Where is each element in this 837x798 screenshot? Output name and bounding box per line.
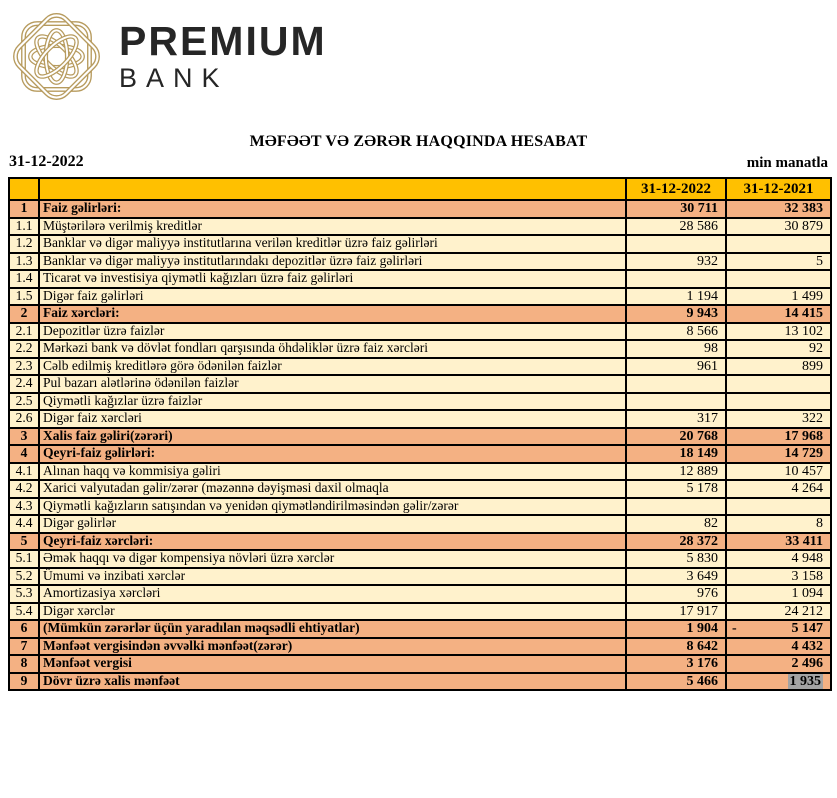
row-label-cell: Pul bazarı alətlərinə ödənilən faizlər — [39, 375, 626, 393]
row-number-cell: 2.6 — [9, 410, 39, 428]
row-label-cell: Cəlb edilmiş kreditlərə görə ödənilən faizlər — [39, 358, 626, 376]
value-2021-cell: 33 411 — [726, 533, 831, 551]
row-number-cell: 1.5 — [9, 288, 39, 306]
report-table-body — [9, 200, 831, 690]
header-col-2022: 31-12-2022 — [626, 178, 726, 200]
value-2022-cell: 3 176 — [626, 655, 726, 673]
value-2021-cell: 1 499 — [726, 288, 831, 306]
bank-logo — [8, 8, 327, 105]
value-2022-cell: 961 — [626, 358, 726, 376]
row-label-cell: Qiymətli kağızlar üzrə faizlər — [39, 393, 626, 411]
value-2021-cell: 14 729 — [726, 445, 831, 463]
row-label-cell: Digər xərclər — [39, 603, 626, 621]
table-row — [9, 480, 831, 498]
value-2021-cell — [726, 673, 831, 691]
row-number-cell: 5.3 — [9, 585, 39, 603]
header-number-cell — [9, 178, 39, 200]
value-2022-cell: 12 889 — [626, 463, 726, 481]
row-label-cell: (Mümkün zərərlər üçün yaradılan məqsədli ehtiyatlar) — [39, 620, 626, 638]
row-label-cell: Digər faiz gəlirləri — [39, 288, 626, 306]
table-row — [9, 515, 831, 533]
row-label-cell: Depozitlər üzrə faizlər — [39, 323, 626, 341]
row-label-cell: Banklar və digər maliyyə institutlarındakı depozitlər üzrə faiz gəlirləri — [39, 253, 626, 271]
table-row — [9, 673, 831, 691]
table-row — [9, 288, 831, 306]
value-2022-cell: 1 904 — [626, 620, 726, 638]
negative-sign: - — [732, 621, 737, 637]
value-2022-cell: 9 943 — [626, 305, 726, 323]
table-row — [9, 428, 831, 446]
value-2021-cell: - 5 147 — [726, 620, 831, 638]
header-col-2021: 31-12-2021 — [726, 178, 831, 200]
row-number-cell: 9 — [9, 673, 39, 691]
value-2021-cell: 14 415 — [726, 305, 831, 323]
value-2021-cell: 2 496 — [726, 655, 831, 673]
table-row — [9, 393, 831, 411]
value-2022-cell: 976 — [626, 585, 726, 603]
value-2022-cell: 82 — [626, 515, 726, 533]
value-2022-cell: 8 642 — [626, 638, 726, 656]
value-2021-cell: 10 457 — [726, 463, 831, 481]
page-title: MƏFƏƏT VƏ ZƏRƏR HAQQINDA HESABAT — [249, 133, 588, 150]
value-2022-cell — [626, 270, 726, 288]
value-2022-cell: 932 — [626, 253, 726, 271]
value-2021-cell: 4 264 — [726, 480, 831, 498]
value-2022-cell — [626, 235, 726, 253]
row-number-cell: 4.1 — [9, 463, 39, 481]
value-2021-cell: 4 948 — [726, 550, 831, 568]
report-date: 31-12-2022 — [9, 153, 84, 170]
row-label-cell: Əmək haqqı və digər kompensiya növləri üzrə xərclər — [39, 550, 626, 568]
row-label-cell: Banklar və digər maliyyə institutlarına verilən kreditlər üzrə faiz gəlirləri — [39, 235, 626, 253]
table-row — [9, 218, 831, 236]
unit-label: min manatla — [746, 155, 828, 171]
value-2021-cell: 30 879 — [726, 218, 831, 236]
table-row — [9, 638, 831, 656]
row-number-cell: 5.4 — [9, 603, 39, 621]
value-2022-cell: 30 711 — [626, 200, 726, 218]
bank-brand-name: PREMIUM — [119, 18, 327, 65]
row-label-cell: Digər gəlirlər — [39, 515, 626, 533]
row-number-cell: 2.2 — [9, 340, 39, 358]
table-row — [9, 655, 831, 673]
row-label-cell: Alınan haqq və kommisiya gəliri — [39, 463, 626, 481]
table-row — [9, 253, 831, 271]
value-2021-cell — [726, 235, 831, 253]
value-2021-cell: 92 — [726, 340, 831, 358]
table-row — [9, 568, 831, 586]
row-number-cell: 1.4 — [9, 270, 39, 288]
row-label-cell: Amortizasiya xərcləri — [39, 585, 626, 603]
row-number-cell: 5.1 — [9, 550, 39, 568]
row-label-cell: Xalis faiz gəliri(zərəri) — [39, 428, 626, 446]
value-2022-cell: 18 149 — [626, 445, 726, 463]
profit-loss-table — [8, 177, 832, 691]
row-number-cell: 2 — [9, 305, 39, 323]
highlighted-value: 1 935 — [789, 673, 821, 689]
row-label-cell: Ümumi və inzibati xərclər — [39, 568, 626, 586]
row-number-cell: 3 — [9, 428, 39, 446]
table-row — [9, 620, 831, 638]
table-header-row — [9, 178, 831, 200]
value-2021-cell: 1 094 — [726, 585, 831, 603]
value-2022-cell: 5 178 — [626, 480, 726, 498]
table-row — [9, 533, 831, 551]
table-row — [9, 410, 831, 428]
value-2022-cell: 98 — [626, 340, 726, 358]
bank-brand-sub: BANK — [119, 63, 229, 94]
table-row — [9, 375, 831, 393]
row-number-cell: 4.2 — [9, 480, 39, 498]
value-2022-cell: 5 830 — [626, 550, 726, 568]
value-2022-cell: 28 372 — [626, 533, 726, 551]
table-row — [9, 358, 831, 376]
row-number-cell: 5.2 — [9, 568, 39, 586]
value-2021-cell: 5 — [726, 253, 831, 271]
row-number-cell: 1 — [9, 200, 39, 218]
value-2021-cell: 4 432 — [726, 638, 831, 656]
row-number-cell: 1.3 — [9, 253, 39, 271]
header-description-cell — [39, 178, 626, 200]
table-row — [9, 550, 831, 568]
value-2022-cell: 28 586 — [626, 218, 726, 236]
row-number-cell: 4.3 — [9, 498, 39, 516]
value-2021-cell: 322 — [726, 410, 831, 428]
value-2021-cell: 8 — [726, 515, 831, 533]
table-row — [9, 323, 831, 341]
value-2022-cell: 17 917 — [626, 603, 726, 621]
table-row — [9, 498, 831, 516]
row-label-cell: Qiymətli kağızların satışından və yenidən qiymətləndirilməsindən gəlir/zərər — [39, 498, 626, 516]
value-2022-cell: 1 194 — [626, 288, 726, 306]
table-row — [9, 235, 831, 253]
row-label-cell: Mərkəzi bank və dövlət fondları qarşısında öhdəliklər üzrə faiz xərcləri — [39, 340, 626, 358]
value-2022-cell: 8 566 — [626, 323, 726, 341]
value-2021-cell: 17 968 — [726, 428, 831, 446]
table-row — [9, 603, 831, 621]
row-label-cell: Mənfəət vergisindən əvvəlki mənfəət(zərər) — [39, 638, 626, 656]
table-row — [9, 200, 831, 218]
row-label-cell: Faiz gəlirləri: — [39, 200, 626, 218]
value-2022-cell — [626, 393, 726, 411]
table-row — [9, 270, 831, 288]
row-number-cell: 7 — [9, 638, 39, 656]
table-row — [9, 463, 831, 481]
row-label-cell: Faiz xərcləri: — [39, 305, 626, 323]
row-label-cell: Ticarət və investisiya qiymətli kağızları üzrə faiz gəlirləri — [39, 270, 626, 288]
row-number-cell: 2.4 — [9, 375, 39, 393]
row-label-cell: Mənfəət vergisi — [39, 655, 626, 673]
value-2021-cell — [726, 375, 831, 393]
row-label-cell: Qeyri-faiz gəlirləri: — [39, 445, 626, 463]
row-label-cell: Digər faiz xərcləri — [39, 410, 626, 428]
value-2022-cell: 317 — [626, 410, 726, 428]
value-2021-cell: 32 383 — [726, 200, 831, 218]
value-2022-cell: 5 466 — [626, 673, 726, 691]
table-row — [9, 445, 831, 463]
value-2022-cell: 3 649 — [626, 568, 726, 586]
endless-knot-icon — [8, 8, 105, 105]
value-2022-cell — [626, 375, 726, 393]
value-2021-cell: 13 102 — [726, 323, 831, 341]
row-number-cell: 6 — [9, 620, 39, 638]
row-number-cell: 2.5 — [9, 393, 39, 411]
row-label-cell: Xarici valyutadan gəlir/zərər (məzənnə dəyişməsi daxil olmaqla — [39, 480, 626, 498]
row-label-cell: Müştərilərə verilmiş kreditlər — [39, 218, 626, 236]
row-number-cell: 4.4 — [9, 515, 39, 533]
row-label-cell: Qeyri-faiz xərcləri: — [39, 533, 626, 551]
bank-logo-text — [119, 20, 327, 92]
value-2021-cell — [726, 393, 831, 411]
row-label-cell: Dövr üzrə xalis mənfəət — [39, 673, 626, 691]
row-number-cell: 5 — [9, 533, 39, 551]
row-number-cell: 8 — [9, 655, 39, 673]
value-2021-cell: 899 — [726, 358, 831, 376]
table-row — [9, 305, 831, 323]
row-number-cell: 1.1 — [9, 218, 39, 236]
row-number-cell: 1.2 — [9, 235, 39, 253]
value-2022-cell: 20 768 — [626, 428, 726, 446]
value-2021-cell: 24 212 — [726, 603, 831, 621]
table-row — [9, 340, 831, 358]
value-2021-cell — [726, 270, 831, 288]
value-2021-cell — [726, 498, 831, 516]
value-2021-cell: 3 158 — [726, 568, 831, 586]
table-row — [9, 585, 831, 603]
row-number-cell: 2.1 — [9, 323, 39, 341]
row-number-cell: 2.3 — [9, 358, 39, 376]
value-2022-cell — [626, 498, 726, 516]
row-number-cell: 4 — [9, 445, 39, 463]
